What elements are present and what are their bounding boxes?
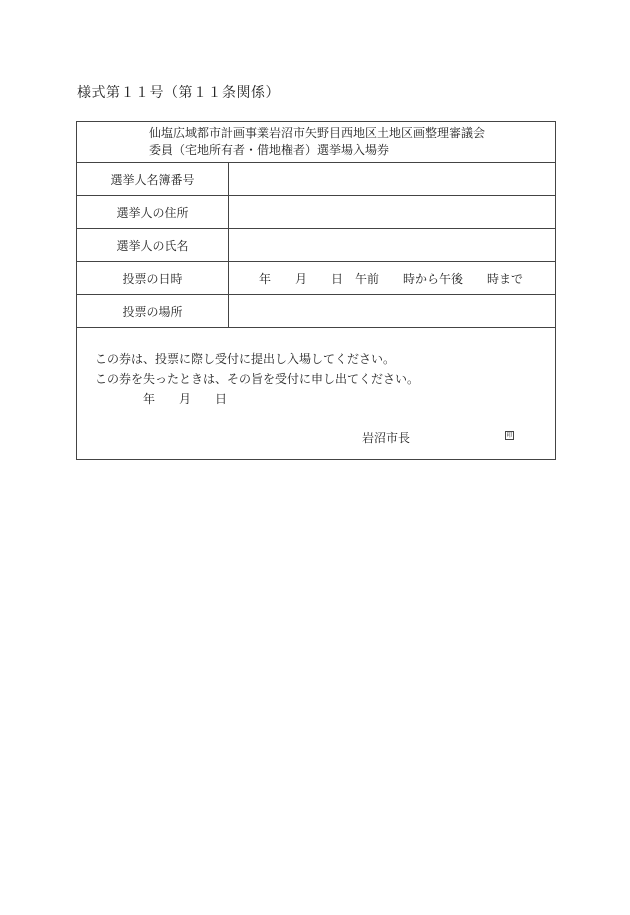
form-number: 様式第１１号（第１１条関係） [77, 85, 280, 101]
note-submit-at-reception: この券は、投票に際し受付に提出し入場してください。 [95, 352, 396, 366]
seal-icon: 印 [506, 432, 513, 439]
voting-place-label: 投票の場所 [77, 295, 229, 327]
voter-number-field [229, 163, 555, 195]
row-voter-number [77, 163, 555, 196]
row-voting-datetime [77, 262, 555, 295]
row-voter-address [77, 196, 555, 229]
voter-address-label: 選挙人の住所 [77, 196, 229, 228]
voting-datetime-label: 投票の日時 [77, 262, 229, 294]
voting-place-field [229, 295, 555, 327]
voter-address-field [229, 196, 555, 228]
ticket-title [77, 122, 555, 163]
note-report-loss: この券を失ったときは、その旨を受付に申し出てください。 [95, 372, 420, 386]
admission-ticket [76, 121, 556, 460]
issue-date: 年 月 日 [143, 392, 228, 406]
ticket-title-line-1: 仙塩広域都市計画事業岩沼市矢野目西地区土地区画整理審議会 [149, 126, 486, 140]
row-voting-place [77, 295, 555, 328]
issuer-mayor: 岩沼市長 [362, 431, 411, 445]
ticket-notes [77, 328, 555, 464]
voter-name-field [229, 229, 555, 261]
row-voter-name [77, 229, 555, 262]
voter-name-label: 選挙人の氏名 [77, 229, 229, 261]
voter-number-label: 選挙人名簿番号 [77, 163, 229, 195]
ticket-title-line-2: 委員（宅地所有者・借地権者）選挙場入場券 [149, 143, 390, 157]
voting-datetime-field: 年 月 日 午前 時から午後 時まで [259, 271, 524, 286]
